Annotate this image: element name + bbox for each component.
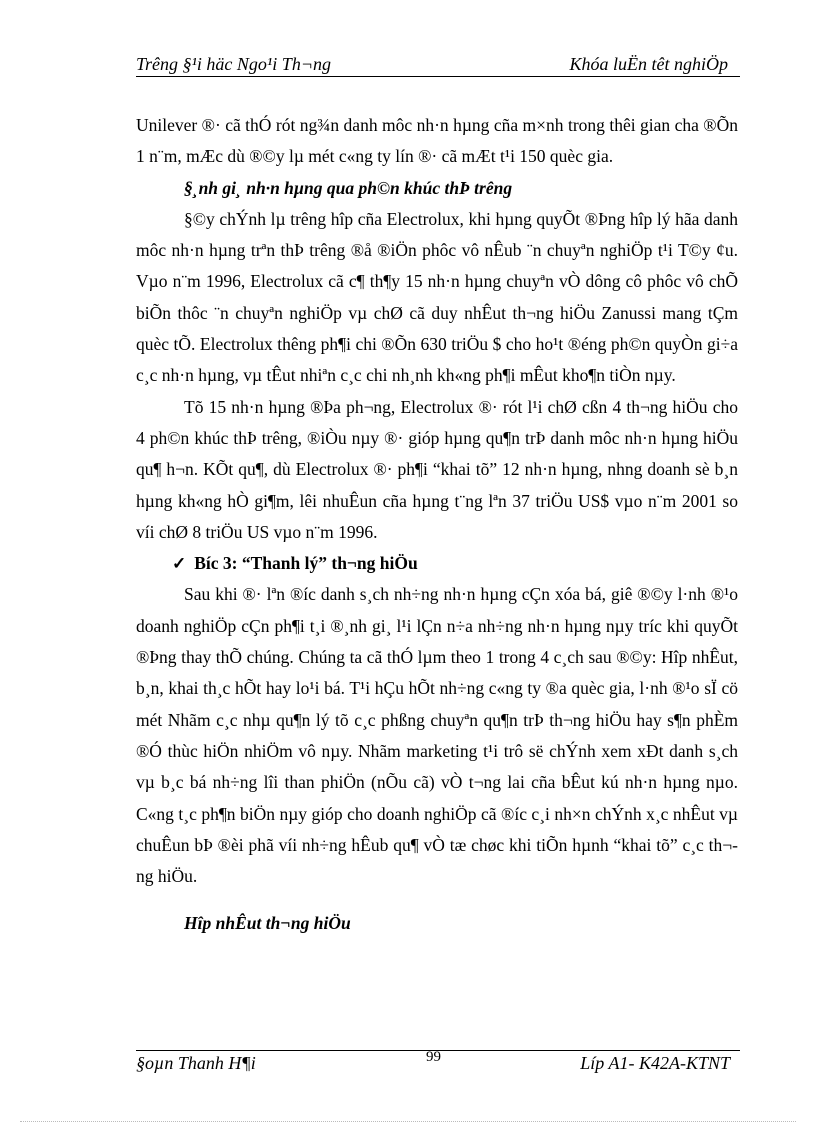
paragraph-electrolux: §©y chÝnh lµ trêng hîp cña Electrolux, khi hµng quyÕt ®Þng hîp lý hãa danh môc nh·n hµng trªn thÞ trêng ®å ®iÖn phôc vô nÊub ¨n chuyªn nghiÖp t¹i T©y ¢u. Vµo n¨m 1996, Electrolux cã c¶ th¶y 15 nh·n hµng chuyªn vÒ dông cô phôc vô chÕ biÕn thôc ¨n chuyªn nghiÖp vµ chØ cã duy nhÊut th¬ng hiÖu Zanussi mang tÇm quèc tÕ. Electrolux thêng ph¶i chi ®Õn 630 triÖu $ cho ho¹t ®éng ph©n quyÒn gi÷a c¸c nh·n hµng, vµ tÊut nhiªn c¸c chi nh¸nh kh«ng ph¶i mÊut kho¶n tiÒn nµy. bbox=[136, 208, 738, 386]
footer-author: §oµn Thanh H¶i bbox=[136, 1053, 256, 1073]
header-school: Trêng §¹i häc Ngo¹i Th¬ng bbox=[136, 54, 331, 74]
page-body bbox=[136, 110, 738, 940]
checkmark-icon: ✓ bbox=[172, 554, 187, 574]
paragraph-electrolux-result: Tõ 15 nh·n hµng ®Þa ph¬ng, Electrolux ®· rót l¹i chØ cßn 4 th¬ng hiÖu cho 4 ph©n khúc thÞ trêng, ®iÒu nµy ®· gióp hµng qu¶n trÞ danh môc nh·n hµng hiÖu qu¶ h¬n. KÕt qu¶, dù Electrolux ®· ph¶i “khai tõ” 12 nh·n hµng, nhng doanh sè b¸n hµng kh«ng hÒ gi¶m, lêi nhuÊun cña hµng t¨ng lªn 37 triÖu US$ vµo n¨m 2001 so víi chØ 8 triÖu US vµo n¨m 1996. bbox=[136, 396, 738, 542]
section-heading-brand-merger: Hîp nhÊut th¬ng hiÖu bbox=[184, 913, 351, 934]
header-title: Khóa luËn têt nghiÖp bbox=[569, 54, 728, 74]
page-number: 99 bbox=[426, 1049, 441, 1065]
step-heading bbox=[136, 548, 738, 579]
page-footer bbox=[136, 1049, 740, 1077]
paragraph-unilever: Unilever ®· cã thÓ rót ng¾n danh môc nh·n hµng cña m×nh trong thêi gian cha ®Õn 1 n¨m, mÆc dù ®©y lµ mét c«ng ty lín ®· cã mÆt t¹i 150 quèc gia. bbox=[136, 115, 738, 167]
step-heading-text: Bíc 3: “Thanh lý” th¬ng hiÖu bbox=[194, 553, 418, 574]
paragraph-brand-liquidation: Sau khi ®· lªn ®íc danh s¸ch nh÷ng nh·n hµng cÇn xóa bá, giê ®©y l·nh ®¹o doanh nghiÖp cÇn ph¶i t¸i ®¸nh gi¸ l¹i lÇn n÷a nh÷ng nh·n hµng nµy tríc khi quyÕt ®Þng thay thÕ chúng. Chúng ta cã thÓ lµm theo 1 trong 4 c¸ch sau ®©y: Hîp nhÊut, b¸n, khai th¸c hÕt hay lo¹i bá. T¹i hÇu hÕt nh÷ng c«ng ty ®a quèc gia, l·nh ®¹o sÏ cö mét Nhãm c¸c nhµ qu¶n lý tõ c¸c phßng chuyªn qu¶n trÞ th¬ng hiÖu hay s¶n phÈm ®Ó thùc hiÖn nhiÖm vô nµy. Nhãm marketing t¹i trô së chÝnh xem xÐt danh s¸ch vµ b¸c bá nh÷ng lîi than phiÖn (nÕu cã) vÒ t¬ng lai cña bÊut kú nh·n hµng nµo. C«ng t¸c ph¶n biÖn nµy gióp cho doanh nghiÖp cã ®íc c¸i nh×n chÝnh x¸c nhÊut vµ chuÊun bÞ ®èi phã víi nh÷ng hÊub qu¶ vÒ tæ chøc khi tiÕn hµnh “khai tõ” c¸c th¬ng hiÖu. bbox=[136, 584, 738, 887]
header-divider bbox=[136, 76, 740, 77]
footer-class: Líp A1- K42A-KTNT bbox=[580, 1053, 730, 1073]
page-header bbox=[136, 52, 740, 78]
page-bottom-border bbox=[20, 1121, 796, 1122]
section-heading-segment-evaluation: §¸nh gi¸ nh·n hµng qua ph©n khúc thÞ trêng bbox=[184, 177, 513, 198]
spacer bbox=[136, 892, 738, 908]
